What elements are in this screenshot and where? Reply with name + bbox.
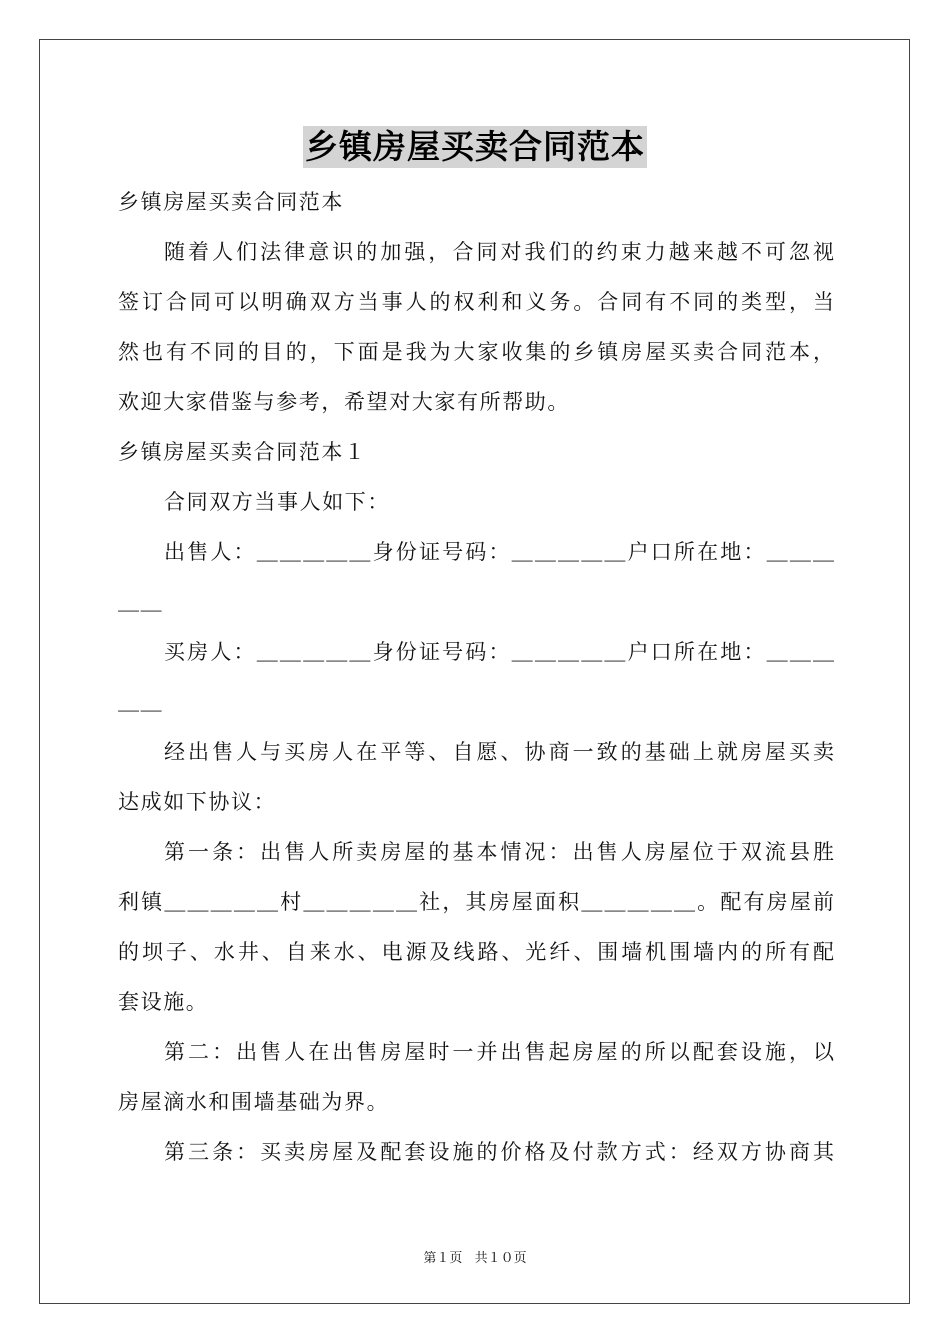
text-line: ＿＿ (118, 690, 164, 714)
text-line: 买房人：＿＿＿＿＿身份证号码：＿＿＿＿＿户口所在地：＿＿＿ (164, 640, 834, 664)
text-line: 乡镇房屋买卖合同范本１ (118, 440, 367, 464)
text-line: 乡镇房屋买卖合同范本 (118, 190, 344, 214)
text-line: 的坝子、水井、自来水、电源及线路、光纤、围墙机围墙内的所有配 (118, 940, 834, 964)
document-title: 乡镇房屋买卖合同范本 (305, 127, 645, 166)
text-line: 房屋滴水和围墙基础为界。 (118, 1090, 390, 1114)
text-line: 经出售人与买房人在平等、自愿、协商一致的基础上就房屋买卖 (164, 740, 834, 764)
text-line: 合同双方当事人如下： (164, 490, 390, 514)
page-footer (0, 1247, 950, 1266)
text-line: 第三条：买卖房屋及配套设施的价格及付款方式：经双方协商其 (164, 1140, 834, 1164)
text-line: 利镇＿＿＿＿＿村＿＿＿＿＿社，其房屋面积＿＿＿＿＿。配有房屋前 (118, 890, 834, 914)
text-line: 随着人们法律意识的加强，合同对我们的约束力越来越不可忽视 (164, 240, 834, 264)
title-container (0, 126, 950, 168)
text-line: 达成如下协议： (118, 790, 277, 814)
text-line: 第二：出售人在出售房屋时一并出售起房屋的所以配套设施，以 (164, 1040, 834, 1064)
page-number: 第１页 (423, 1251, 463, 1266)
document-body (118, 177, 834, 1177)
text-line: ＿＿ (118, 590, 164, 614)
text-line: 签订合同可以明确双方当事人的权利和义务。合同有不同的类型，当 (118, 290, 834, 314)
text-line: 出售人：＿＿＿＿＿身份证号码：＿＿＿＿＿户口所在地：＿＿＿ (164, 540, 834, 564)
page-total: 共１０页 (474, 1251, 527, 1266)
text-line: 第一条：出售人所卖房屋的基本情况：出售人房屋位于双流县胜 (164, 840, 834, 864)
text-line: 套设施。 (118, 990, 209, 1014)
text-line: 然也有不同的目的，下面是我为大家收集的乡镇房屋买卖合同范本， (118, 340, 834, 364)
text-line: 欢迎大家借鉴与参考，希望对大家有所帮助。 (118, 390, 570, 414)
